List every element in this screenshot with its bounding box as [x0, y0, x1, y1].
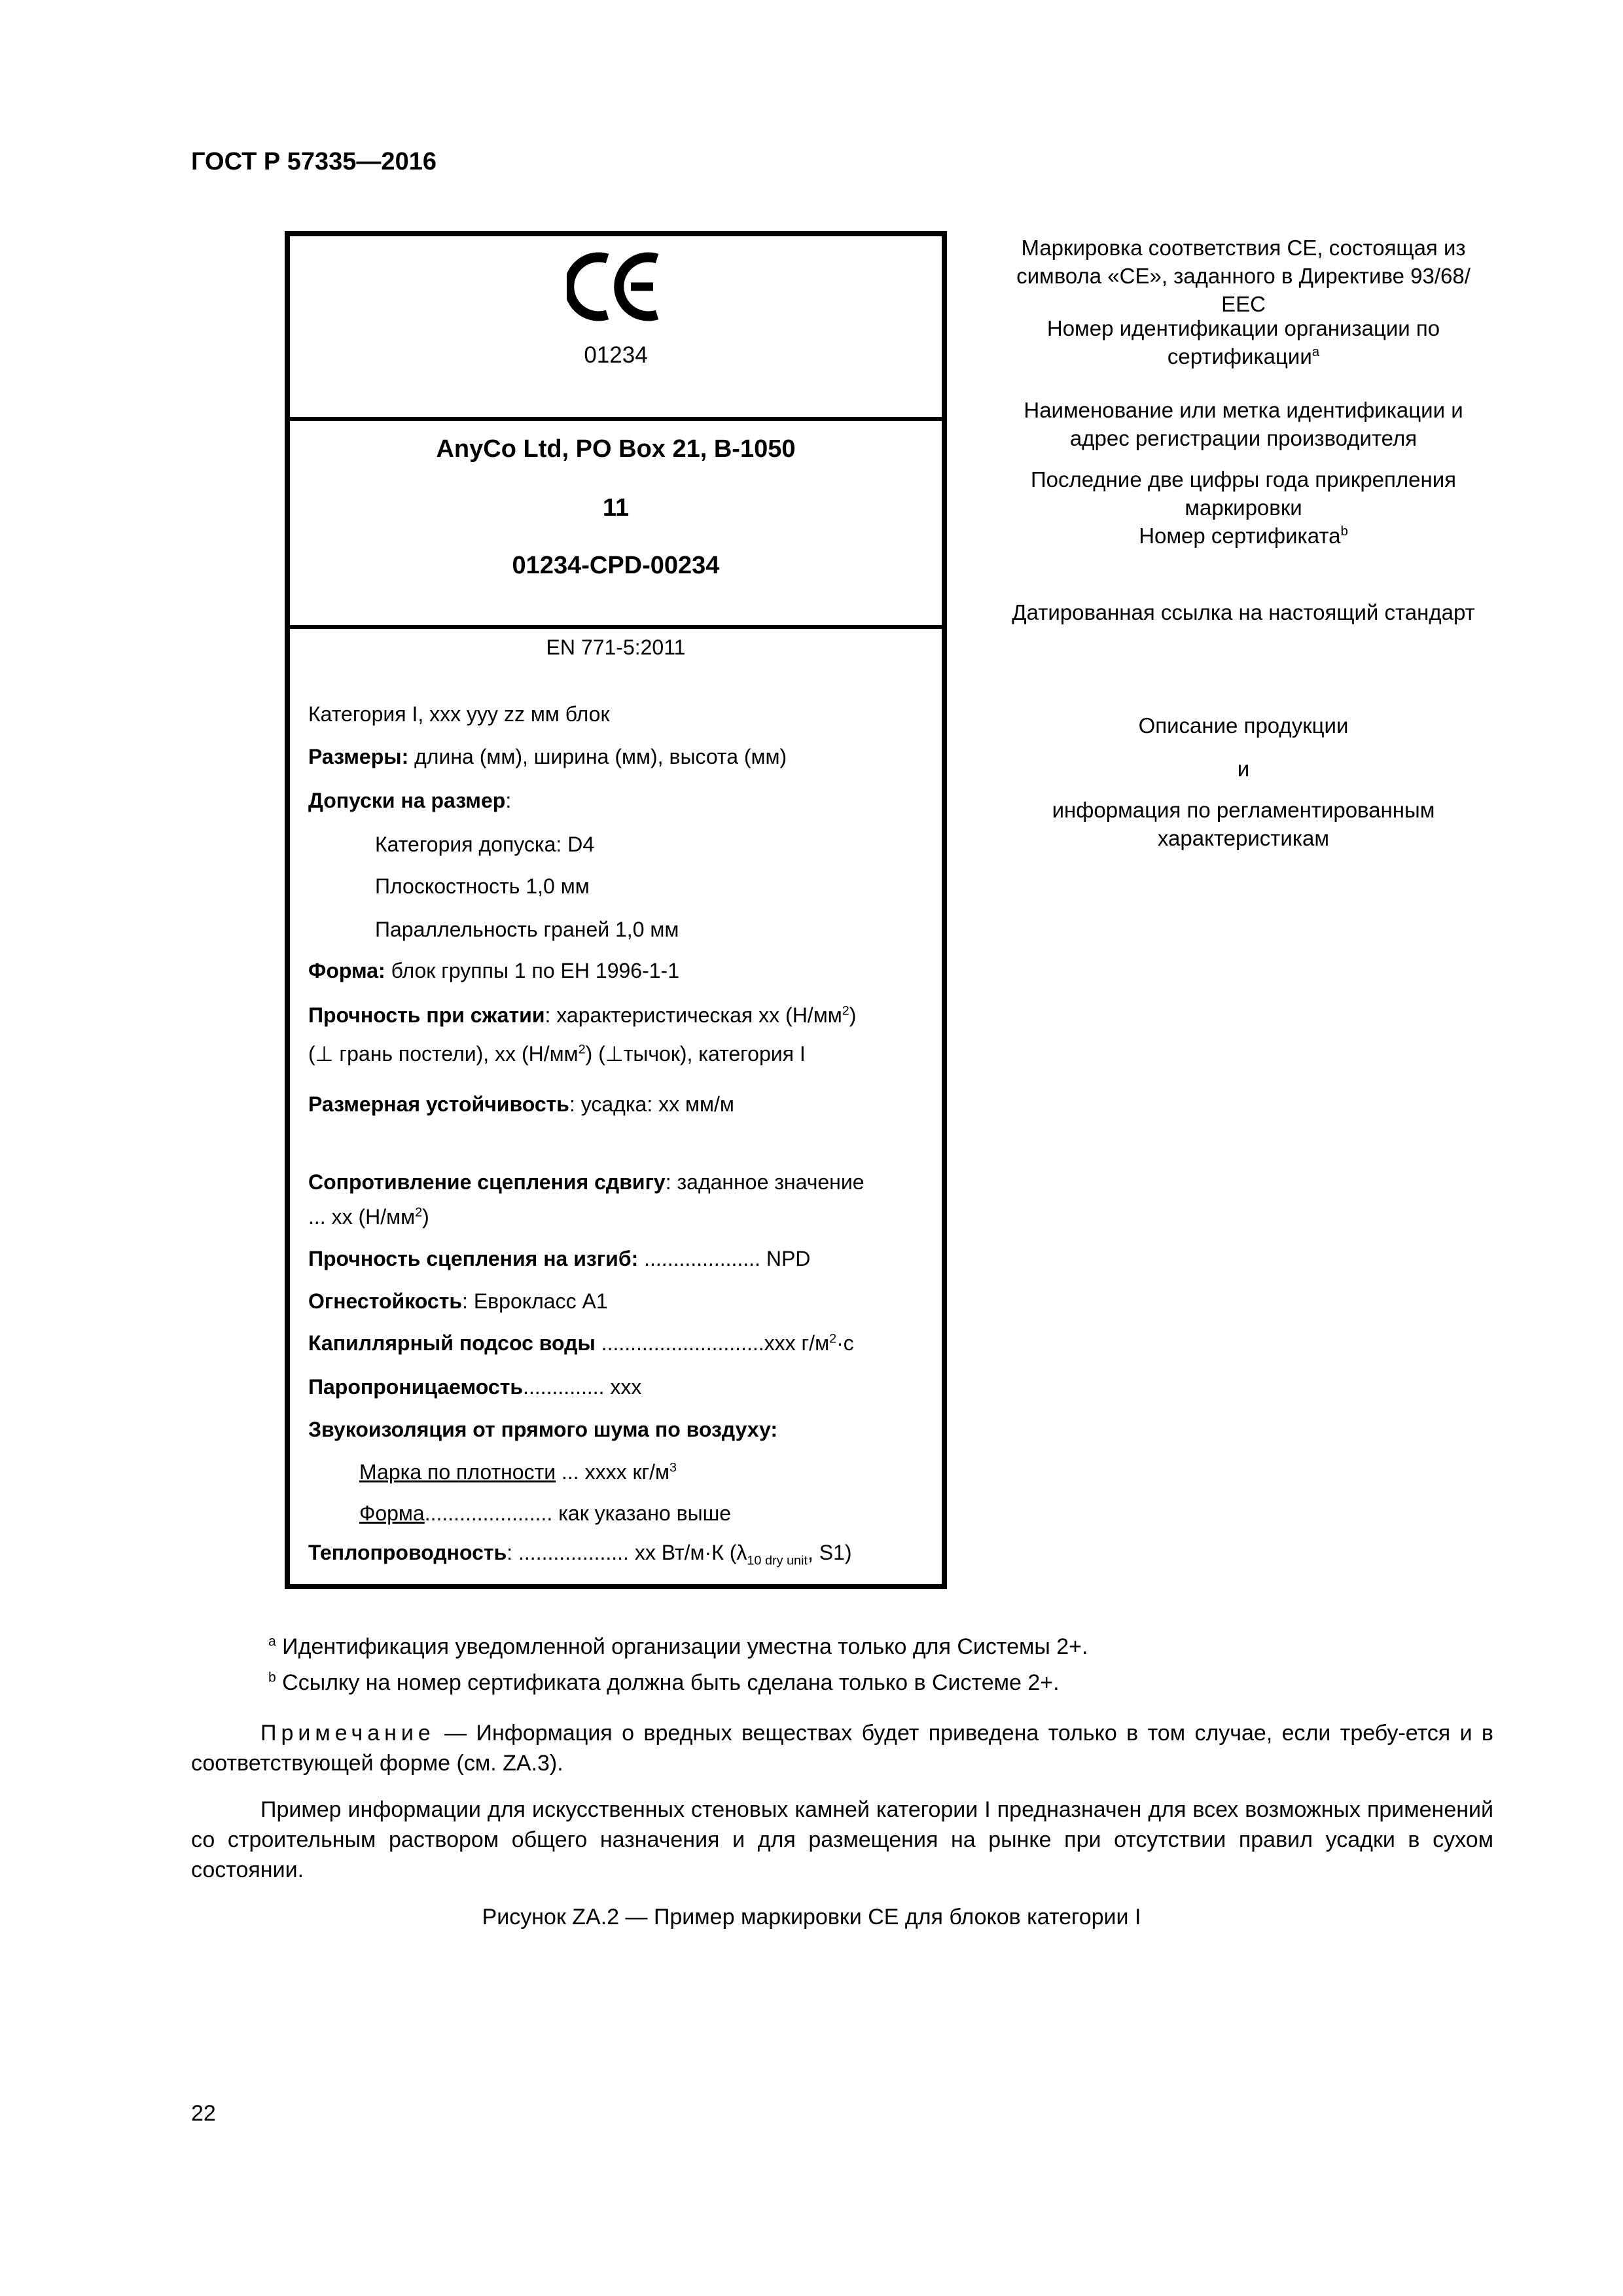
flatness: Плоскостность 1,0 мм	[375, 874, 590, 898]
fire-value: : Еврокласс А1	[462, 1289, 608, 1313]
note-standard: Датированная ссылка на настоящий стандарт	[1012, 600, 1475, 624]
note-year: Последние две цифры года прикрепления маркировки	[1030, 467, 1457, 520]
tolerances-colon: :	[505, 789, 512, 812]
sound-line	[308, 1418, 777, 1442]
tolerance-category: Категория допуска: D4	[375, 833, 595, 856]
shear-sup: 2	[415, 1205, 423, 1220]
bending-label: Прочность сцепления на изгиб:	[308, 1247, 639, 1270]
strength-sup: 2	[842, 1003, 849, 1018]
category-line: Категория I, ххх ууу zz мм блок	[308, 702, 610, 726]
ce-mark-section	[290, 236, 942, 421]
manufacturer-name: AnyCo Ltd, PO Box 21, B-1050	[436, 435, 796, 463]
strength-end: )	[849, 1003, 857, 1027]
ce-mark-icon	[567, 251, 665, 323]
certificate-number: 01234-CPD-00234	[512, 552, 720, 579]
thermal-label: Теплопроводность	[308, 1541, 507, 1564]
note-ce-marking: Маркировка соответствия СЕ, состоящая из символа «СЕ», заданного в Директиве 93/68/ЕЕС	[1016, 236, 1471, 316]
form-label: Форма	[359, 1501, 425, 1525]
dimensions-label: Размеры:	[308, 745, 409, 768]
dimensions-value: длина (мм), ширина (мм), высота (мм)	[408, 745, 787, 768]
sound-label: Звукоизоляция от прямого шума по воздуху:	[308, 1418, 778, 1441]
stability-label: Размерная устойчивость	[308, 1092, 569, 1116]
note-certificate-sup: b	[1340, 524, 1348, 539]
shape-value: блок группы 1 по ЕН 1996-1-1	[385, 959, 679, 982]
fire-label: Огнестойкость	[308, 1289, 463, 1313]
notified-body-number: 01234	[584, 342, 648, 368]
footnote-a-mark: a	[268, 1634, 276, 1649]
density-sup: 3	[669, 1460, 677, 1475]
note-notified-body	[1001, 314, 1486, 370]
shear-line-1	[308, 1170, 865, 1194]
strength-line-2b: ) (⊥тычок), категория I	[585, 1042, 806, 1066]
standard-reference: EN 771-5:2011	[546, 636, 686, 659]
thermal-value: : ................... хх Вт/м·К (λ	[507, 1541, 747, 1564]
tolerances-line	[308, 789, 511, 813]
capillary-sup: 2	[829, 1331, 837, 1346]
capillary-end: ·с	[836, 1331, 854, 1355]
strength-line-1	[308, 1003, 856, 1028]
footnote-a	[268, 1634, 1088, 1660]
example-paragraph: Пример информации для искусственных стеновых камней категории I предназначен для всех возможных применений со строительным раствором общего назначения и для размещения на рынке при отсутствии правил усадки в сухом состоянии.	[191, 1797, 1493, 1882]
thermal-line	[308, 1541, 852, 1568]
note-and: и	[1237, 757, 1250, 781]
parallelism: Параллельность граней 1,0 мм	[375, 918, 679, 941]
figure-caption: Рисунок ZA.2 — Пример маркировки СЕ для блоков категории I	[482, 1905, 1141, 1929]
capillary-line	[308, 1331, 854, 1355]
dimensions-line	[308, 745, 787, 769]
strength-value: : характеристическая хх (Н/мм	[544, 1003, 842, 1027]
bending-value: .................... NPD	[638, 1247, 811, 1270]
bending-line	[308, 1247, 810, 1271]
thermal-end: , S1)	[807, 1541, 852, 1564]
note-certificate	[1001, 522, 1486, 550]
tolerances-label: Допуски на размер	[308, 789, 506, 812]
stability-value: : усадка: хх мм/м	[569, 1092, 734, 1116]
note-product: Описание продукции	[1138, 713, 1349, 738]
strength-line-2a: (⊥ грань постели), хх (Н/мм	[308, 1042, 579, 1066]
form-value: ...................... как указано выше	[424, 1501, 732, 1525]
note-manufacturer: Наименование или метка идентификации и адрес регистрации производителя	[1024, 398, 1463, 450]
vapour-value: .............. ххх	[523, 1375, 642, 1399]
vapour-line	[308, 1375, 641, 1399]
remark-text: — Информация о вредных веществах будет приведена только в том случае, если требу-ется и в соответствующей форме (см. ZA.3).	[191, 1721, 1493, 1776]
shape-label: Форма:	[308, 959, 385, 982]
remark-paragraph	[191, 1718, 1493, 1778]
vapour-label: Паропроницаемость	[308, 1375, 524, 1399]
footnote-a-text: Идентификация уведомленной организации уместна только для Системы 2+.	[276, 1634, 1088, 1659]
footnote-b-mark: b	[268, 1670, 276, 1685]
shear-label: Сопротивление сцепления сдвигу	[308, 1170, 666, 1194]
note-notified-body-sup: a	[1311, 344, 1320, 359]
strength-sup-2: 2	[578, 1042, 586, 1057]
document-header: ГОСТ Р 57335—2016	[191, 148, 437, 175]
strength-line-2	[308, 1041, 806, 1066]
remark-label: Примечание	[260, 1721, 435, 1746]
manufacturer-section	[290, 421, 942, 629]
ce-logo	[290, 251, 942, 326]
shear-line-2	[308, 1205, 429, 1229]
shear-value: : заданное значение	[665, 1170, 865, 1194]
density-label: Марка по плотности	[359, 1460, 556, 1484]
shape-line	[308, 959, 679, 983]
footnote-b-text: Ссылку на номер сертификата должна быть сделана только в Системе 2+.	[276, 1670, 1060, 1695]
note-notified-body-text: Номер идентификации организации по сертификации	[1046, 316, 1440, 368]
product-info-section	[290, 629, 942, 1584]
density-value: ... хххх кг/м	[556, 1460, 670, 1484]
note-certificate-text: Номер сертификата	[1139, 524, 1341, 548]
stability-line	[308, 1092, 734, 1117]
capillary-value: ............................ххх г/м	[595, 1331, 830, 1355]
page-number: 22	[191, 2101, 216, 2126]
strength-label: Прочность при сжатии	[308, 1003, 545, 1027]
shear-value-2a: ... хх (Н/мм	[308, 1205, 416, 1229]
form-line	[359, 1501, 731, 1526]
note-regulated: информация по регламентированным характеристикам	[1052, 798, 1435, 850]
density-line	[359, 1460, 677, 1484]
shear-value-2b: )	[422, 1205, 429, 1229]
ce-marking-box	[285, 231, 947, 1589]
footnote-b	[268, 1670, 1060, 1696]
capillary-label: Капиллярный подсос воды	[308, 1331, 596, 1355]
fire-line	[308, 1289, 608, 1314]
year-digits: 11	[602, 494, 630, 522]
thermal-sub: 10 dry unit	[747, 1553, 808, 1568]
